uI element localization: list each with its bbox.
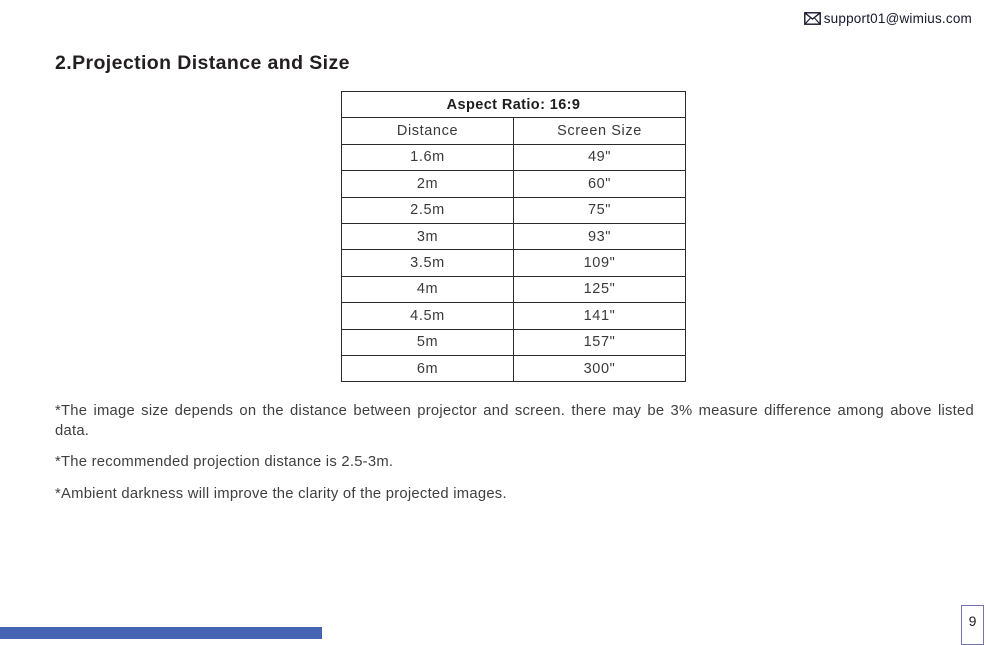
envelope-icon — [804, 12, 821, 25]
distance-cell: 2.5m — [342, 197, 514, 223]
distance-cell: 6m — [342, 355, 514, 381]
bottom-accent-bar — [0, 627, 322, 639]
screen-size-cell: 75" — [514, 197, 686, 223]
table-row — [342, 355, 686, 381]
distance-cell: 4m — [342, 276, 514, 302]
table-row — [342, 276, 686, 302]
distance-cell: 3.5m — [342, 250, 514, 276]
support-email-text: support01@wimius.com — [823, 11, 972, 26]
column-header-screen-size: Screen Size — [514, 118, 686, 144]
support-email[interactable] — [804, 11, 972, 26]
page-number-badge: 9 — [961, 605, 984, 645]
section-title: 2.Projection Distance and Size — [55, 52, 350, 74]
table-row — [342, 197, 686, 223]
table-row — [342, 144, 686, 170]
screen-size-cell: 300" — [514, 355, 686, 381]
distance-cell: 3m — [342, 223, 514, 249]
footnote-recommended-distance: *The recommended projection distance is 2.5-3m. — [55, 454, 394, 470]
screen-size-cell: 49" — [514, 144, 686, 170]
table-row — [342, 223, 686, 249]
distance-cell: 1.6m — [342, 144, 514, 170]
screen-size-cell: 141" — [514, 303, 686, 329]
screen-size-cell: 109" — [514, 250, 686, 276]
footnote-measure-difference: *The image size depends on the distance between projector and screen. there may be 3% measure difference among above listed data. — [55, 403, 974, 439]
table-row — [342, 329, 686, 355]
screen-size-cell: 93" — [514, 223, 686, 249]
screen-size-cell: 125" — [514, 276, 686, 302]
distance-cell: 2m — [342, 171, 514, 197]
projection-distance-table — [341, 91, 686, 382]
footnotes — [55, 402, 974, 516]
footnote-ambient-darkness: *Ambient darkness will improve the clarity of the projected images. — [55, 485, 507, 502]
screen-size-cell: 60" — [514, 171, 686, 197]
screen-size-cell: 157" — [514, 329, 686, 355]
distance-cell: 4.5m — [342, 303, 514, 329]
table-title-row — [342, 92, 686, 118]
table-row — [342, 250, 686, 276]
table-row — [342, 303, 686, 329]
aspect-ratio-header: Aspect Ratio: 16:9 — [342, 92, 686, 118]
projection-table-container — [341, 91, 686, 382]
distance-cell: 5m — [342, 329, 514, 355]
table-row — [342, 171, 686, 197]
column-header-distance: Distance — [342, 118, 514, 144]
table-header-row — [342, 118, 686, 144]
